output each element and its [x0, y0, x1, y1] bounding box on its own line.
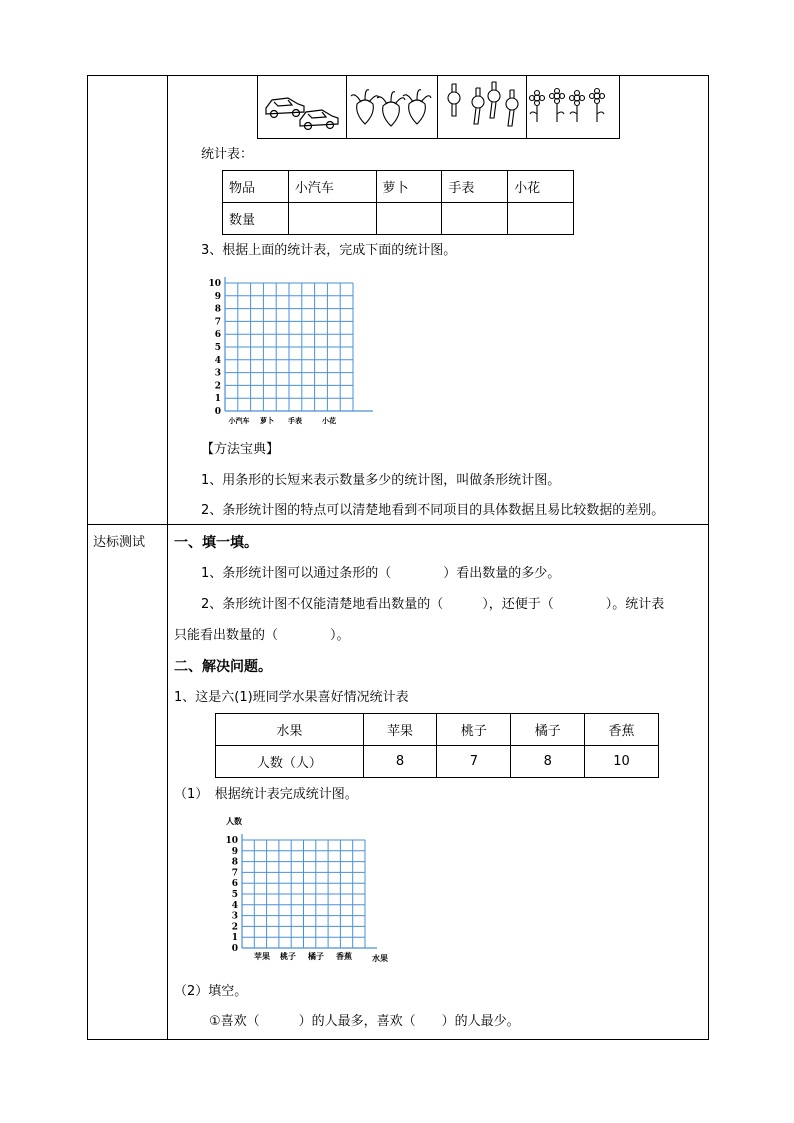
- x-tick-label: 桃子: [280, 951, 296, 961]
- y-tick-label: 0: [214, 407, 221, 417]
- y-tick-label: 4: [231, 900, 238, 911]
- y-axis-title: 人数: [226, 816, 242, 826]
- y-tick-label: 9: [231, 846, 238, 857]
- blank-bar-chart-1: [205, 270, 380, 430]
- table-cell: 萝卜: [376, 171, 442, 203]
- table-cell: 10: [585, 746, 659, 778]
- table-cell: 物品: [223, 171, 289, 203]
- x-tick-label: 手表: [288, 416, 302, 425]
- part1-title: 一、填一填。: [174, 535, 258, 551]
- items-stat-table: [222, 170, 574, 235]
- table-cell: 小花: [508, 171, 574, 203]
- section-label-test: 达标测试: [93, 535, 146, 550]
- y-tick-label: 1: [231, 933, 238, 944]
- y-tick-label: 6: [214, 330, 221, 341]
- y-tick-label: 2: [214, 381, 221, 392]
- row-divider: [87, 524, 708, 525]
- part2-sub-2: （2）填空。: [174, 984, 248, 999]
- method-line-1: 1、用条形的长短来表示数量多少的统计图，叫做条形统计图。: [201, 473, 561, 488]
- table-cell: 水果: [216, 714, 364, 746]
- x-axis-title: 水果: [372, 953, 388, 963]
- flower-pictures: [527, 76, 619, 138]
- table-cell: 橘子: [511, 714, 585, 746]
- part2-question-1: 1、这是六(1)班同学水果喜好情况统计表: [174, 690, 409, 705]
- x-tick-label: 小花: [322, 416, 336, 425]
- y-tick-label: 3: [231, 911, 238, 922]
- table-cell: 桃子: [437, 714, 511, 746]
- y-tick-label: 6: [231, 879, 238, 890]
- table-cell[interactable]: [508, 203, 574, 235]
- y-tick-label: 3: [214, 368, 221, 379]
- table-cell: 7: [437, 746, 511, 778]
- car-pictures: [258, 76, 347, 138]
- table-cell[interactable]: [376, 203, 442, 235]
- method-title: 【方法宝典】: [201, 442, 280, 457]
- table-cell[interactable]: [442, 203, 508, 235]
- stat-table-label: 统计表：: [201, 147, 254, 162]
- part2-fill-1: ①喜欢（ ）的人最多，喜欢（ ）的人最少。: [209, 1014, 520, 1029]
- y-tick-label: 5: [231, 890, 238, 900]
- y-tick-label: 10: [225, 836, 238, 846]
- x-tick-label: 橘子: [308, 951, 324, 961]
- table-cell: 小汽车: [288, 171, 376, 203]
- method-line-2: 2、条形统计图的特点可以清楚地看到不同项目的具体数据且易比较数据的差别。: [201, 503, 665, 518]
- table-cell: 苹果: [363, 714, 437, 746]
- table-cell: 手表: [442, 171, 508, 203]
- y-tick-label: 9: [214, 291, 221, 302]
- blank-bar-chart-2: [220, 812, 400, 968]
- table-cell[interactable]: [288, 203, 376, 235]
- fruit-stat-table: [215, 713, 659, 778]
- x-tick-label: 香蕉: [336, 951, 352, 961]
- table-cell: 8: [511, 746, 585, 778]
- part2-sub-1: （1） 根据统计表完成统计图。: [174, 787, 358, 802]
- y-tick-label: 8: [231, 857, 238, 868]
- part1-question-2a: 2、条形统计图不仅能清楚地看出数量的（ ），还便于（ ）。统计表: [201, 597, 665, 612]
- y-tick-label: 7: [214, 317, 221, 328]
- y-tick-label: 2: [231, 922, 238, 933]
- x-tick-label: 萝卜: [260, 416, 274, 425]
- y-tick-label: 10: [208, 279, 221, 289]
- table-cell: 8: [363, 746, 437, 778]
- part1-question-2b: 只能看出数量的（ ）。: [174, 628, 350, 643]
- question-3: 3、根据上面的统计表，完成下面的统计图。: [201, 243, 457, 258]
- y-tick-label: 8: [214, 304, 221, 315]
- part1-question-1: 1、条形统计图可以通过条形的（ ）看出数量的多少。: [201, 566, 561, 581]
- y-tick-label: 7: [231, 868, 238, 879]
- table-cell: 香蕉: [585, 714, 659, 746]
- part2-title: 二、解决问题。: [174, 659, 272, 675]
- y-tick-label: 1: [214, 394, 221, 405]
- y-tick-label: 5: [214, 343, 221, 353]
- table-cell: 数量: [223, 203, 289, 235]
- table-cell: 人数（人）: [216, 746, 364, 778]
- picture-strip: [257, 75, 620, 139]
- column-divider: [167, 75, 168, 1039]
- y-tick-label: 4: [214, 355, 221, 366]
- watch-pictures: [438, 76, 527, 138]
- radish-pictures: [347, 76, 438, 138]
- x-tick-label: 苹果: [254, 951, 270, 961]
- y-tick-label: 0: [231, 944, 238, 954]
- x-tick-label: 小汽车: [228, 416, 250, 425]
